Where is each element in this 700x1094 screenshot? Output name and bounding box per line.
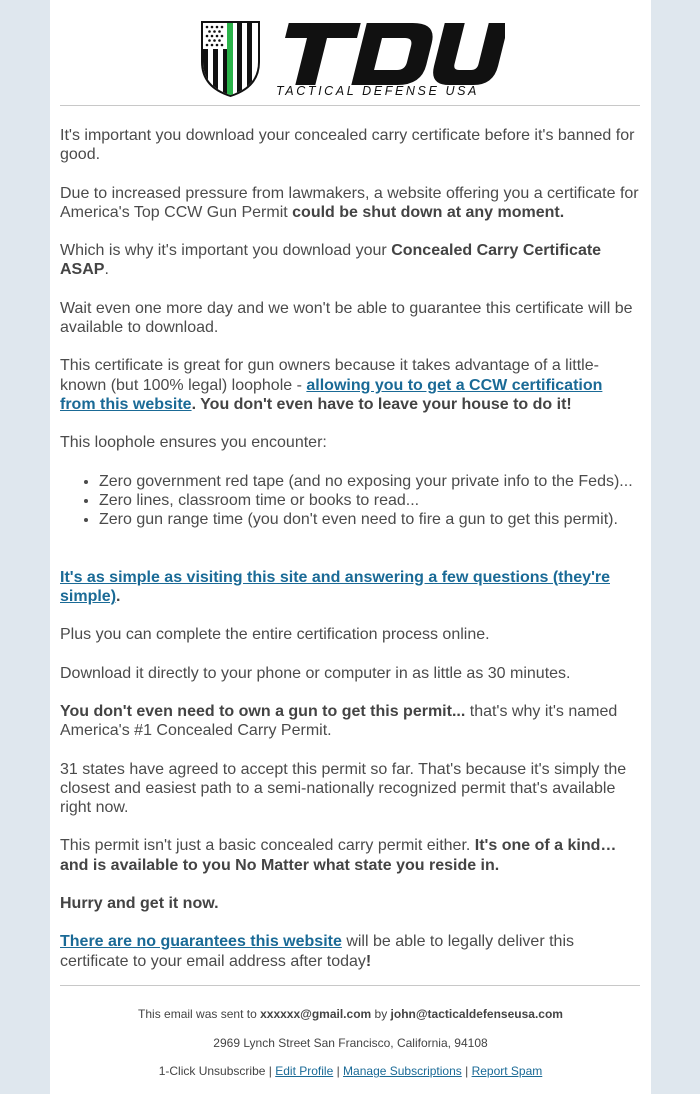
edit-profile-link[interactable]: Edit Profile <box>275 1064 334 1078</box>
paragraph: It's important you download your concealed carry certificate before it's banned for good. <box>60 127 635 164</box>
paragraph: Download it directly to your phone or computer in as little as 30 minutes. <box>60 664 571 682</box>
paragraph: There are no guarantees this website will be able to legally deliver this certificate to your email address after today! <box>60 933 574 970</box>
paragraph: You don't even need to own a gun to get this permit... that's why it's named America's #1 Concealed Carry Permit. <box>60 702 618 740</box>
tdu-shield-logo-icon <box>200 18 505 100</box>
loophole-list <box>60 472 640 530</box>
unsubscribe-text: 1-Click Unsubscribe <box>158 1064 266 1078</box>
list-item: • Zero gun range time (you don't even need to fire a gun to get this permit). <box>99 510 640 529</box>
footer-address: 2969 Lynch Street San Francisco, California, 94108 <box>213 1036 488 1050</box>
footer-links: 1-Click Unsubscribe | Edit Profile | Manage Subscriptions | Report Spam <box>158 1064 543 1078</box>
email-card <box>50 0 651 1094</box>
paragraph: It's as simple as visiting this site and answering a few questions (they're simple). <box>60 568 610 605</box>
no-guarantees-link[interactable]: There are no guarantees this website <box>60 933 342 951</box>
email-body <box>60 126 640 990</box>
paragraph: 31 states have agreed to accept this permit so far. That's because it's simply the closest and easiest path to a semi-nationally recognized permit that's available right now. <box>60 760 627 816</box>
svg-text:TACTICAL DEFENSE USA: TACTICAL DEFENSE USA <box>276 84 479 98</box>
list-item: • Zero government red tape (and no exposing your private info to the Feds)... <box>99 472 640 491</box>
bottom-divider <box>60 985 640 986</box>
list-item: • Zero lines, classroom time or books to read... <box>99 491 640 510</box>
sender-email: john@tacticaldefenseusa.com <box>390 1007 563 1021</box>
paragraph: This loophole ensures you encounter: <box>60 434 327 452</box>
visit-site-link[interactable]: It's as simple as visiting this site and answering a few questions (they're simple) <box>60 568 610 605</box>
paragraph: Which is why it's important you download your Concealed Carry Certificate ASAP. <box>60 242 602 279</box>
paragraph: Wait even one more day and we won't be able to guarantee this certificate will be available to download. <box>60 299 633 336</box>
paragraph: Hurry and get it now. <box>60 894 219 912</box>
recipient-email: xxxxxx@gmail.com <box>260 1007 372 1021</box>
footer-sent-line: This email was sent to xxxxxx@gmail.com by john@tacticaldefenseusa.com <box>138 1007 563 1021</box>
paragraph: Plus you can complete the entire certification process online. <box>60 626 490 644</box>
paragraph: This certificate is great for gun owners because it takes advantage of a little-known (but 100% legal) loophole - allowing you to get a CCW certification from this website. You don't even have to leave your house to do it! <box>60 357 603 413</box>
paragraph: This permit isn't just a basic concealed carry permit either. It's one of a kind… and is available to you No Matter what state you reside in. <box>60 837 617 874</box>
paragraph: Due to increased pressure from lawmakers, a website offering you a certificate for America's Top CCW Gun Permit could be shut down at any moment. <box>60 184 639 221</box>
ccw-certification-link[interactable]: allowing you to get a CCW certification from this website <box>60 376 603 413</box>
report-spam-link[interactable]: Report Spam <box>471 1064 543 1078</box>
manage-subscriptions-link[interactable]: Manage Subscriptions <box>343 1064 462 1078</box>
tdu-logo <box>200 18 505 100</box>
top-divider <box>60 105 640 106</box>
